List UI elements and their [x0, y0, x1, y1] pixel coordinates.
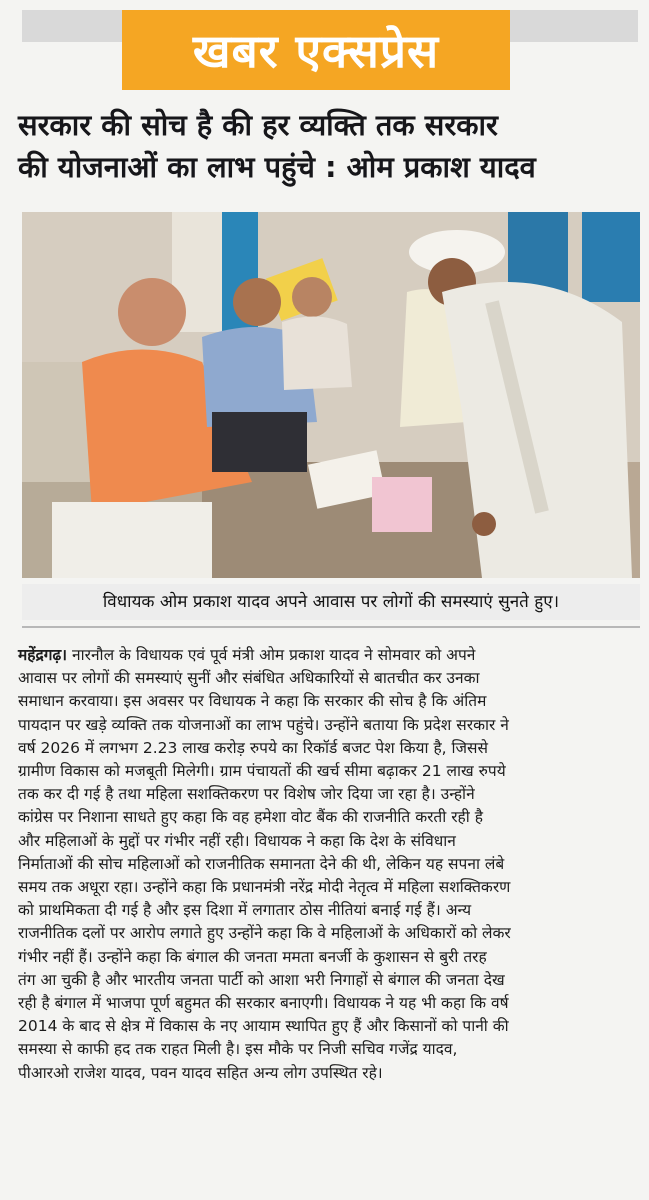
news-photo — [22, 212, 640, 578]
article-line: को प्राथमिकता दी गई है और इस दिशा में लगातार ठोस नीतियां बनाई गई हैं। अन्य — [18, 901, 472, 920]
article-line: राजनीतिक दलों पर आरोप लगाते हुए उन्होंने कहा कि वे महिलाओं के अधिकारों को लेकर — [18, 924, 511, 943]
article-line: गंभीर नहीं हैं। उन्होंने कहा कि बंगाल की जनता ममता बनर्जी के कुशासन से बुरी तरह — [18, 947, 487, 966]
dateline: महेंद्रगढ़। — [18, 646, 68, 664]
article-line: कांग्रेस पर निशाना साधते हुए कहा कि वह हमेशा वोट बैंक की राजनीति करती रही है — [18, 808, 483, 827]
article-line: 2014 के बाद से क्षेत्र में विकास के नए आयाम स्थापित हुए हैं और किसानों को पानी की — [18, 1017, 509, 1036]
article-line: पीआरओ राजेश यादव, पवन यादव सहित अन्य लोग उपस्थित रहे। — [18, 1063, 383, 1082]
article-first-text: नारनौल के विधायक एवं पूर्व मंत्री ओम प्रकाश यादव ने सोमवार को अपने — [67, 646, 476, 664]
article-line: समाधान करवाया। इस अवसर पर विधायक ने कहा कि सरकार की सोच है कि अंतिम — [18, 692, 487, 711]
masthead — [122, 10, 510, 90]
article-line-first — [18, 644, 636, 667]
headline-line-2: की योजनाओं का लाभ पहुंचे : ओम प्रकाश यादव — [18, 150, 536, 184]
article-body — [18, 644, 636, 1085]
article-line: समस्या से काफी हद तक राहत मिली है। इस मौके पर निजी सचिव गजेंद्र यादव, — [18, 1040, 458, 1059]
article-line: आवास पर लोगों की समस्याएं सुनीं और संबंधित अधिकारियों से बातचीत कर उनका — [18, 669, 480, 688]
headline — [18, 104, 630, 188]
article-line: रही है बंगाल में भाजपा पूर्ण बहुमत की सरकार बनाएगी। विधायक ने यह भी कहा कि वर्ष — [18, 994, 509, 1013]
caption-divider — [22, 626, 640, 628]
article-line: और महिलाओं के मुद्दों पर गंभीर नहीं रही। विधायक ने कहा कि देश के संविधान — [18, 831, 456, 850]
photo-illustration — [22, 212, 640, 578]
article-line: निर्माताओं की सोच महिलाओं को राजनीतिक समानता देने की थी, लेकिन यह सपना लंबे — [18, 854, 505, 873]
article-line: तंग आ चुकी है और भारतीय जनता पार्टी को आशा भरी निगाहों से बंगाल की जनता देख — [18, 970, 505, 989]
masthead-title: खबर एक्सप्रेस — [192, 24, 440, 78]
article-line: ग्रामीण विकास को मजबूती मिलेगी। ग्राम पंचायतों की खर्च सीमा बढ़ाकर 21 लाख रुपये — [18, 762, 506, 781]
article-line: वर्ष 2026 में लगभग 2.23 लाख करोड़ रुपये का रिकॉर्ड बजट पेश किया है, जिससे — [18, 738, 489, 757]
article-line: पायदान पर खड़े व्यक्ति तक योजनाओं का लाभ पहुंचे। उन्होंने बताया कि प्रदेश सरकार ने — [18, 715, 509, 734]
article-line: समय तक अधूरा रहा। उन्होंने कहा कि प्रधानमंत्री नरेंद्र मोदी नेतृत्व में महिला सशक्तिकरण — [18, 878, 511, 897]
photo-caption: विधायक ओम प्रकाश यादव अपने आवास पर लोगों की समस्याएं सुनते हुए। — [22, 584, 640, 620]
headline-line-1: सरकार की सोच है की हर व्यक्ति तक सरकार — [18, 108, 498, 142]
article-line: तक कर दी गई है तथा महिला सशक्तिकरण पर विशेष जोर दिया जा रहा है। उन्होंने — [18, 785, 475, 804]
